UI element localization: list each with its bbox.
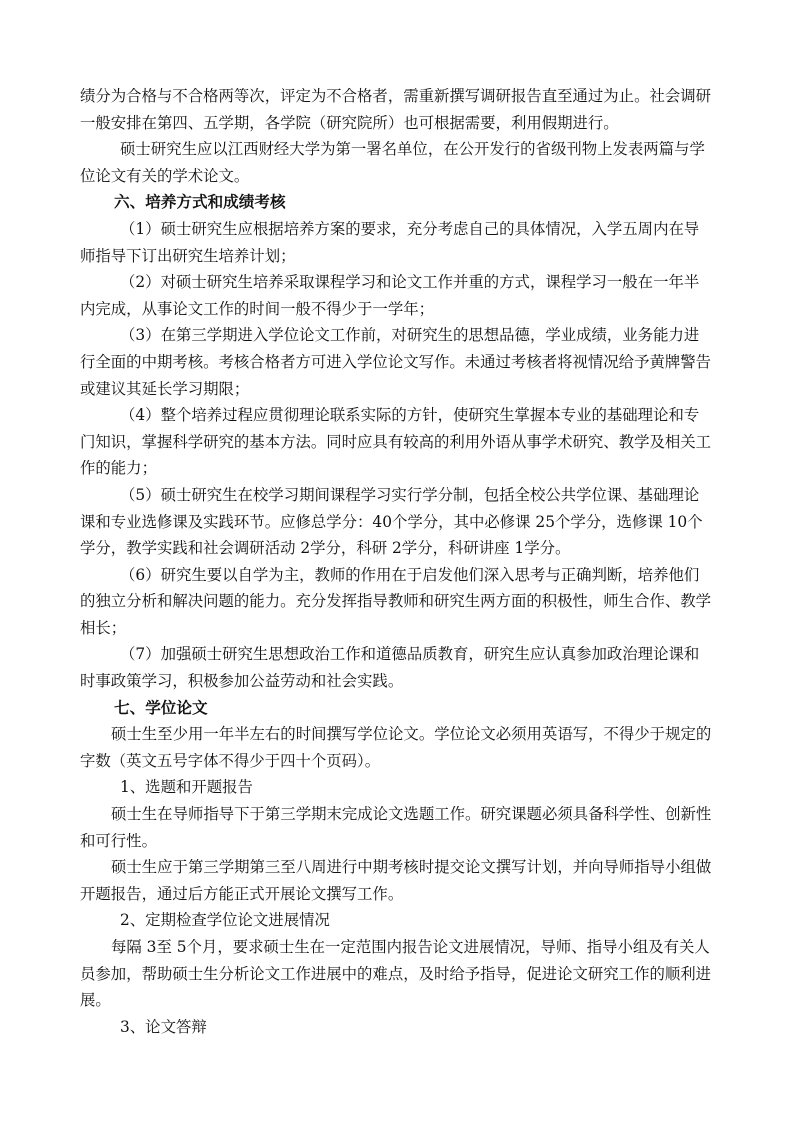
paragraph: 硕士生应于第三学期第三至八周进行中期考核时提交论文撰写计划，并向导师指导小组做开题报告，通过后方能正式开展论文撰写工作。 <box>80 858 712 903</box>
section-heading-6: 六、培养方式和成绩考核 <box>114 192 286 212</box>
section-heading-7: 七、学位论文 <box>114 697 208 717</box>
paragraph: 绩分为合格与不合格两等次，评定为不合格者，需重新撰写调研报告直至通过为止。社会调研一般安排在第四、五学期，各学院（研究院所）也可根据需要，利用假期进行。 <box>80 87 712 132</box>
subsection-heading: 2、定期检查学位论文进展情况 <box>120 911 330 930</box>
paragraph: 硕士生至少用一年半左右的时间撰写学位论文。学位论文必须用英语写，不得少于规定的字数（英文五号字体不得少于四十个页码）。 <box>80 725 712 770</box>
paragraph: 每隔 3至 5个月，要求硕士生在一定范围内报告论文进展情况，导师、指导小组及有关人员参加，帮助硕士生分析论文工作进展中的难点，及时给予指导，促进论文研究工作的顺利进展。 <box>80 938 712 1010</box>
list-item: （5）硕士研究生在校学习期间课程学习实行学分制，包括全校公共学位课、基础理论课和专业选修课及实践环节。应修总学分：40个学分，其中必修课 25个学分，选修课 10个学分，教学实践和社会调研活动 2学分，科研 2学分，科研讲座 1学分。 <box>80 485 703 558</box>
list-item: （2）对硕士研究生培养采取课程学习和论文工作并重的方式，课程学习一般在一年半内完成，从事论文工作的时间一般不得少于一学年； <box>80 273 700 318</box>
list-item: （3）在第三学期进入学位论文工作前，对研究生的思想品德，学业成绩，业务能力进行全面的中期考核。考核合格者方可进入学位论文写作。未通过考核者将视情况给予黄牌警告或建议其延长学习期限； <box>80 326 712 398</box>
list-item: （4）整个培养过程应贯彻理论联系实际的方针，使研究生掌握本专业的基础理论和专门知识，掌握科学研究的基本方法。同时应具有较高的利用外语从事学术研究、教学及相关工作的能力； <box>80 406 712 478</box>
subsection-heading: 1、选题和开题报告 <box>120 778 253 797</box>
list-item: （7）加强硕士研究生思想政治工作和道德品质教育，研究生应认真参加政治理论课和时事政策学习，积极参加公益劳动和社会实践。 <box>80 645 700 691</box>
paragraph: 硕士研究生应以江西财经大学为第一署名单位，在公开发行的省级刊物上发表两篇与学位论文有关的学术论文。 <box>80 140 705 185</box>
document-body <box>80 83 714 1040</box>
list-item: （1）硕士研究生应根据培养方案的要求，充分考虑自己的具体情况，入学五周内在导师指导下订出研究生培养计划； <box>80 219 700 265</box>
list-item: （6）研究生要以自学为主，教师的作用在于启发他们深入思考与正确判断，培养他们的独立分析和解决问题的能力。充分发挥指导教师和研究生两方面的积极性，师生合作、教学相长； <box>80 565 712 637</box>
subsection-heading: 3、论文答辩 <box>120 1017 207 1036</box>
paragraph: 硕士生在导师指导下于第三学期末完成论文选题工作。研究课题必须具备科学性、创新性和可行性。 <box>80 805 712 850</box>
